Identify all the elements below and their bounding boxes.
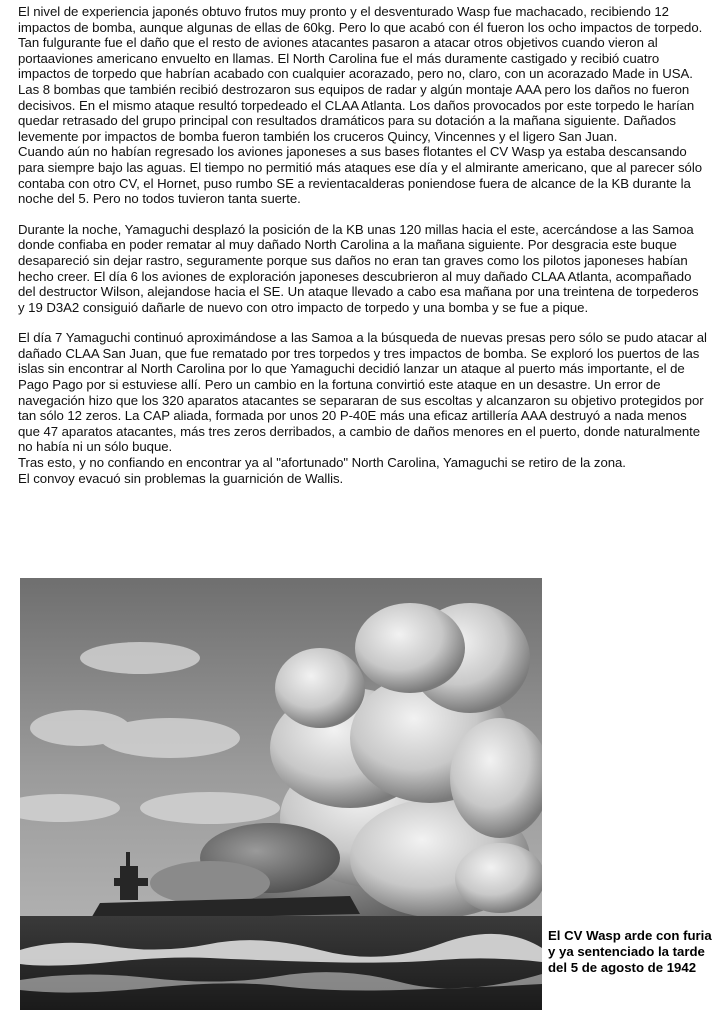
paragraph-wasp-sinks: Cuando aún no habían regresado los aviones japoneses a sus bases flotantes el CV Wasp ya estaba descansando para siempre bajo las aguas. El tiempo no permitió más ataques ese día y el almirante americano, que al parecer sólo contaba con otro CV, el Hornet, puso rumbo SE a revientacalderas poniendose fuera de alcance de la KB durante la noche del 5. Pero no todos tuvieron tanta suerte.	[18, 144, 702, 207]
photo-illustration	[20, 578, 542, 1010]
paragraph-wasp-damage: El nivel de experiencia japonés obtuvo frutos muy pronto y el desventurado Wasp fue machacado, recibiendo 12 impactos de bomba, aunque algunas de ellas de 60kg. Pero lo que acabó con él fueron los ocho impactos de torpedo. Tan fulgurante fue el daño que el resto de aviones atacantes pasaron a atacar otros objetivos cuando vieron al portaaviones americano envuelto en llamas. El North Carolina fue el más duramente castigado y recibió cuatro impactos de torpedo que habrían acabado con cualquier acorazado, pero no, claro, con un acorazado Made in USA. Las 8 bombas que también recibió destrozaron sus equipos de radar y algún montaje AAA pero los daños no fueron decisivos. En el mismo ataque resultó torpedeado el CLAA Atlanta. Los daños provocados por este torpedo le harían quedar retrasado del grupo principal con resultados dramáticos para su dotación a la mañana siguiente. Dañados levemente por impactos de bomba fueron también los cruceros Quincy, Vincennes y el ligero San Juan.	[18, 4, 703, 144]
photo-caption: El CV Wasp arde con furia y ya sentenciado la tarde del 5 de agosto de 1942	[548, 928, 712, 975]
paragraph-convoy: El convoy evacuó sin problemas la guarnición de Wallis.	[18, 470, 344, 486]
paragraph-day-seven: El día 7 Yamaguchi continuó aproximándose a las Samoa a la búsqueda de nuevas presas pero sólo se pudo atacar al dañado CLAA San Juan, que fue rematado por tres torpedos y tres impactos de bomba. Se exploró los puertos de las islas sin encontrar al North Carolina por lo que Yamaguchi decidió lanzar un ataque al puerto más importante, el de Pago Pago por si estuviese allí. Pero un cambio en la fortuna convirtió este ataque en un desastre. Un error de navegación hizo que los 320 aparatos atacantes se separaran de sus escoltas y alcanzaron su objetivo protegidos por tan sólo 12 zeros. La CAP aliada, formada por unos 20 P-40E más una eficaz artillería AAA destruyó a nada menos que 47 aparatos atacantes, más tres zeros derribados, a cambio de daños menores en el puerto, donde naturalmente no había ni un sólo buque.	[18, 330, 707, 455]
wasp-burning-photo	[20, 578, 542, 1010]
article-body	[18, 4, 708, 486]
paragraph-retreat: Tras esto, y no confiando en encontrar ya al "afortunado" North Carolina, Yamaguchi se retiro de la zona.	[18, 455, 626, 471]
paragraph-night-move: Durante la noche, Yamaguchi desplazó la posición de la KB unas 120 millas hacia el este, acercándose a las Samoa donde confiaba en poder rematar al muy dañado North Carolina a la mañana siguiente. Por desgracia este buque desapareció sin dejar rastro, seguramente porque sus daños no eran tan graves como los pilotos japoneses habían hecho creer. El día 6 los aviones de exploración japoneses descubrieron al muy dañado CLAA Atlanta, acompañado del destructor Wilson, alejandose hacia el SE. Un ataque llevado a cabo esa mañana por una treintena de torpederos y 19 D3A2 consiguió dañarle de nuevo con otro impacto de torpedo y una bomba y se fue a pique.	[18, 221, 699, 315]
